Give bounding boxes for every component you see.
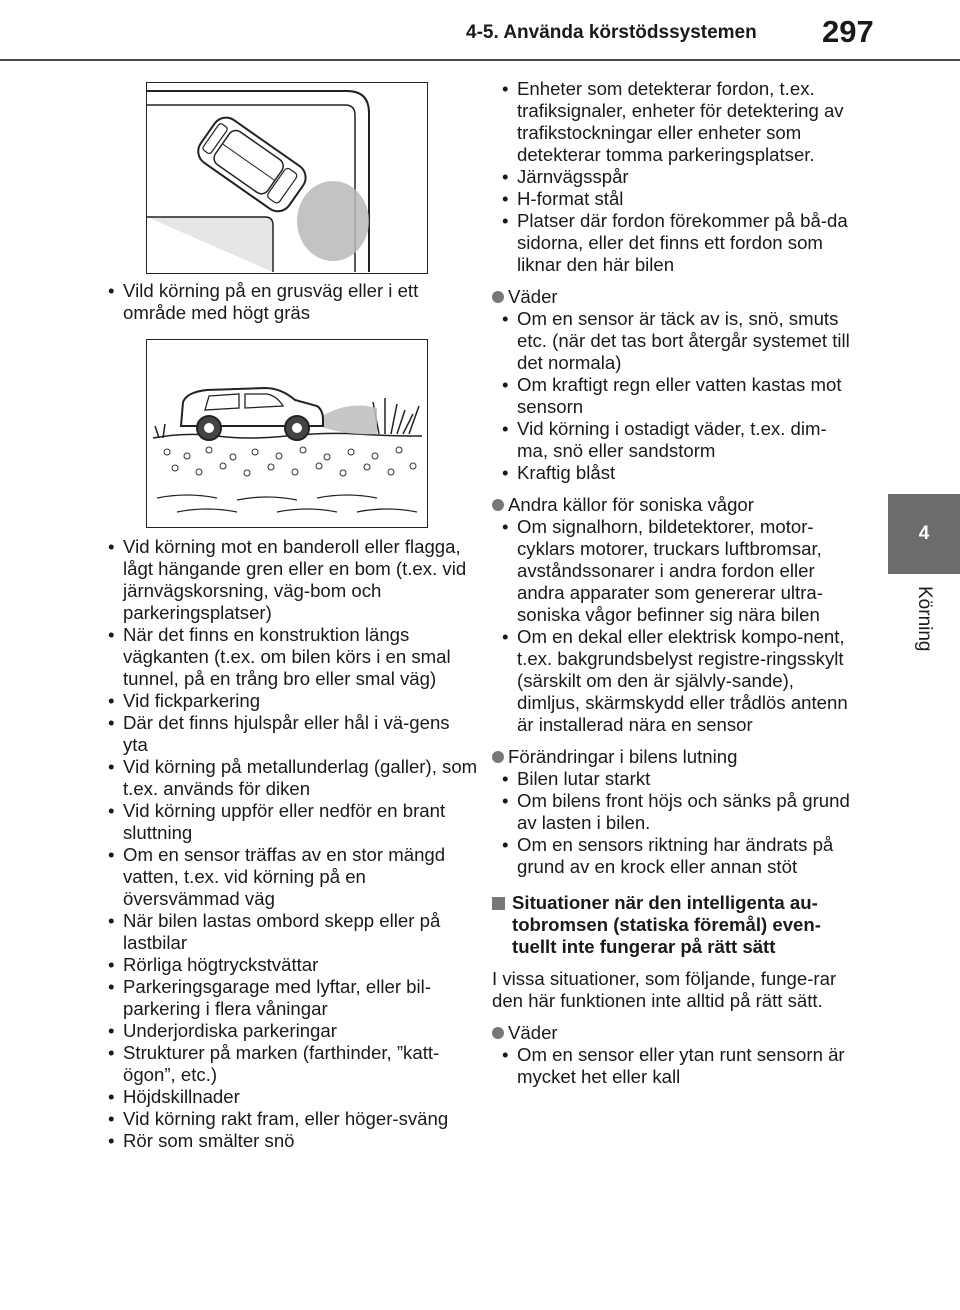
square-bullet-icon — [492, 897, 505, 910]
list-item: • Järnvägsspår — [492, 166, 850, 188]
list-item: • Vid körning mot en banderoll eller flagga, lågt hängande gren eller en bom (t.ex. vid järnvägskorsning, väg-bom och parkeringsplatser) — [98, 536, 478, 624]
left-list-2 — [98, 536, 478, 1152]
chapter-title: Körning — [914, 586, 935, 652]
list-item: • Enheter som detekterar fordon, t.ex. trafiksignaler, enheter för detektering av trafikstockningar eller enheter som detekterar tomma parkeringsplatser. — [492, 78, 850, 166]
list-item: • Om en sensor eller ytan runt sensorn är mycket het eller kall — [492, 1044, 850, 1088]
list-item: • Om signalhorn, bildetektorer, motor-cyklars motorer, truckars luftbromsar, avståndssonarer i andra fordon eller andra apparater som genererar ultra-soniska vågor befinner sig nära bilen — [492, 516, 850, 626]
left-list-1 — [98, 280, 478, 324]
header-rule — [0, 59, 960, 61]
circle-bullet-icon — [492, 751, 504, 763]
list-item: • Bilen lutar starkt — [492, 768, 850, 790]
list-item: • Vid körning uppför eller nedför en brant sluttning — [98, 800, 478, 844]
list-item: • H-format stål — [492, 188, 850, 210]
page-number: 297 — [822, 14, 874, 49]
list-item: • När det finns en konstruktion längs vägkanten (t.ex. om bilen körs i en smal tunnel, på en trång bro eller smal väg) — [98, 624, 478, 690]
section-intro: I vissa situationer, som följande, funge-rar den här funktionen inte alltid på rätt sätt. — [492, 968, 837, 1011]
list-item: • Om kraftigt regn eller vatten kastas mot sensorn — [492, 374, 850, 418]
list-item: • Vid körning i ostadigt väder, t.ex. dim-ma, snö eller sandstorm — [492, 418, 850, 462]
list-item: • Kraftig blåst — [492, 462, 850, 484]
chapter-label — [888, 580, 960, 730]
list-item: • Vild körning på en grusväg eller i ett område med högt gräs — [98, 280, 478, 324]
list-item: • Om en dekal eller elektrisk kompo-nent, t.ex. bakgrundsbelyst registre-ringsskylt (särskilt om den är självly-sande), dimljus, skärmskydd eller trådlös antenn är installerad nära en sensor — [492, 626, 850, 736]
list-item: • Platser där fordon förekommer på bå-da sidorna, eller det finns ett fordon som liknar den här bilen — [492, 210, 850, 276]
list-item: • Där det finns hjulspår eller hål i vä-gens yta — [98, 712, 478, 756]
list-item: • Underjordiska parkeringar — [98, 1020, 478, 1042]
list-item: • Strukturer på marken (farthinder, ”katt-ögon”, etc.) — [98, 1042, 478, 1086]
tilt-heading: Förändringar i bilens lutning — [492, 746, 850, 768]
figure-car-corner — [146, 82, 428, 274]
sonic-heading: Andra källor för soniska vågor — [492, 494, 850, 516]
list-item: • Om bilens front höjs och sänks på grund av lasten i bilen. — [492, 790, 850, 834]
circle-bullet-icon — [492, 1027, 504, 1039]
list-item: • När bilen lastas ombord skepp eller på lastbilar — [98, 910, 478, 954]
car-corner-illustration — [147, 83, 426, 272]
list-item: • Om en sensor träffas av en stor mängd vatten, t.ex. vid körning på en översvämmad väg — [98, 844, 478, 910]
list-item: • Om en sensor är täck av is, snö, smuts etc. (när det tas bort återgår systemet till det normala) — [492, 308, 850, 374]
chapter-tab — [888, 494, 960, 574]
right-column — [492, 78, 850, 1088]
circle-bullet-icon — [492, 291, 504, 303]
weather2-heading: Väder — [492, 1022, 850, 1044]
weather-heading: Väder — [492, 286, 850, 308]
list-item: • Vid körning på metallunderlag (galler), som t.ex. används för diken — [98, 756, 478, 800]
chapter-number: 4 — [918, 523, 930, 544]
circle-bullet-icon — [492, 499, 504, 511]
list-item: • Rör som smälter snö — [98, 1130, 478, 1152]
list-item: • Parkeringsgarage med lyftar, eller bil-parkering i flera våningar — [98, 976, 478, 1020]
list-item: • Vid körning rakt fram, eller höger-sväng — [98, 1108, 478, 1130]
list-item: • Om en sensors riktning har ändrats på grund av en krock eller annan stöt — [492, 834, 850, 878]
list-item: • Rörliga högtryckstvättar — [98, 954, 478, 976]
car-gravel-illustration — [147, 340, 426, 526]
section-heading: Situationer när den intelligenta au-tobromsen (statiska föremål) even-tuellt inte fungerar på rätt sätt — [492, 892, 850, 958]
list-item: • Vid fickparkering — [98, 690, 478, 712]
section-title: 4-5. Använda körstödssystemen — [466, 22, 757, 43]
list-item: • Höjdskillnader — [98, 1086, 478, 1108]
figure-car-gravel — [146, 339, 428, 528]
